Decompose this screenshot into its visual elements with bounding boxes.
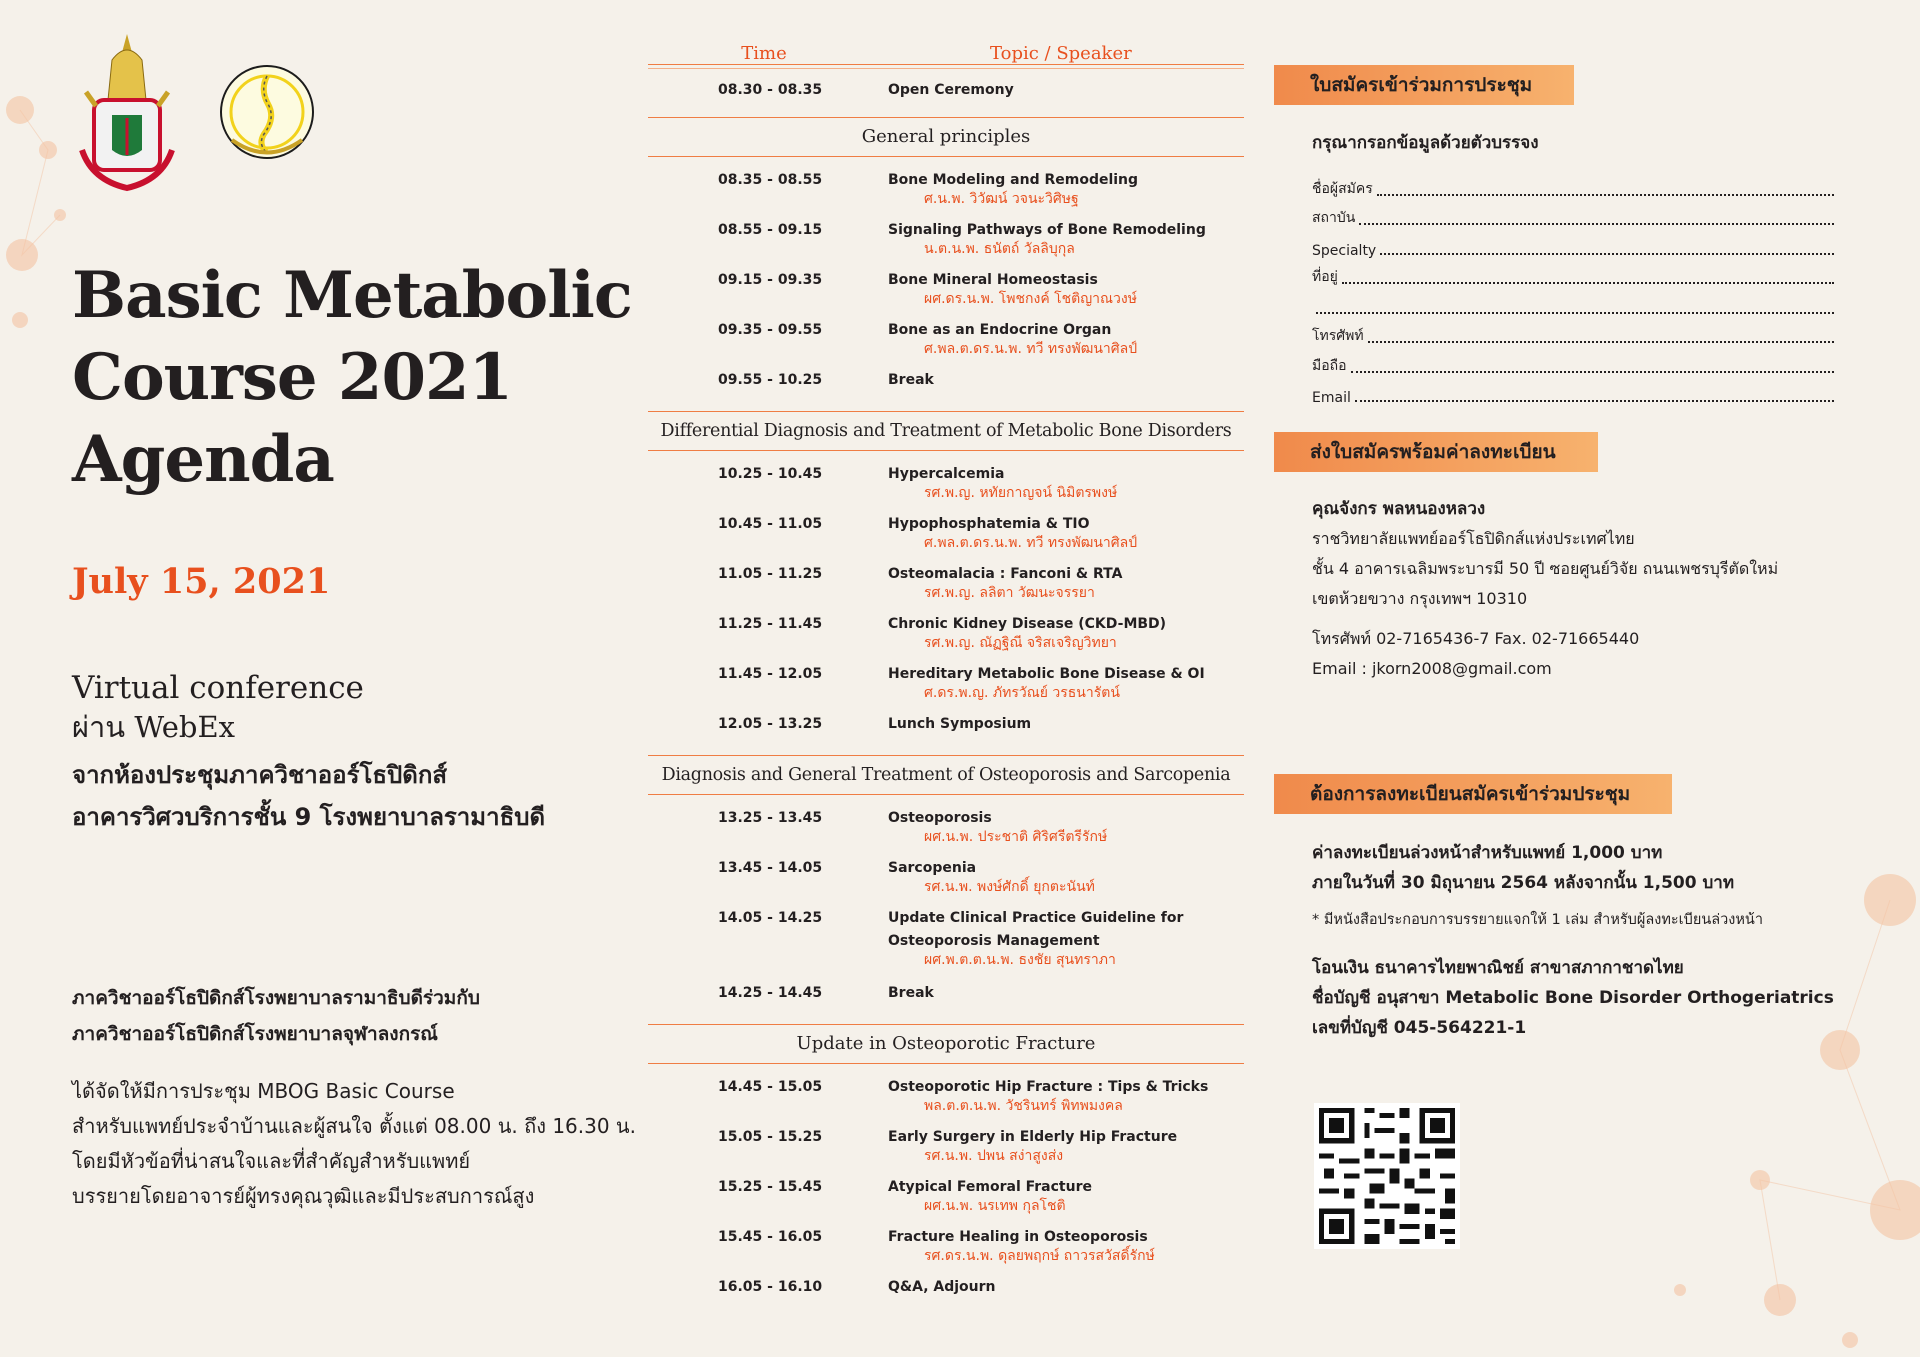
address-line: ชั้น 4 อาคารเฉลิมพระบารมี 50 ปี ซอยศูนย์วิจัย ถนนเพชรบุรีตัดใหม่ [1312,559,1779,578]
address-line: เขตห้วยขวาง กรุงเทพฯ 10310 [1312,589,1528,608]
agenda-row [648,371,1244,411]
form-field-label: Email [1312,390,1351,406]
agenda-row [648,665,1244,715]
agenda-speaker: ผศ.น.พ. ประชาติ ศิริศรีตรีรักษ์ [924,829,1108,845]
fee-line: ค่าลงทะเบียนล่วงหน้าสำหรับแพทย์ 1,000 บาท [1312,843,1663,863]
agenda-time: 13.25 - 13.45 [718,810,823,826]
title-line: Basic Metabolic [72,258,632,333]
agenda-speaker: น.ต.น.พ. ธนัตถ์ วัลลิบุกุล [924,241,1075,257]
form-instruction: กรุณากรอกข้อมูลด้วยตัวบรรจง [1312,133,1539,153]
form-field-line[interactable] [1380,253,1834,255]
agenda-time: 08.35 - 08.55 [718,172,823,188]
section-title: Differential Diagnosis and Treatment of Metabolic Bone Disorders [660,421,1232,441]
agenda-topic: Sarcopenia [888,860,977,876]
form-field-line[interactable] [1368,341,1834,343]
registration-fields [1312,170,1834,406]
venue-line: อาคารวิศวบริการชั้น 9 โรงพยาบาลรามาธิบดี [72,803,546,831]
subspecialty-logo [212,30,322,195]
agenda-time: 08.30 - 08.35 [718,82,823,98]
contact-email: Email : jkorn2008@gmail.com [1312,659,1552,678]
title-line: Course 2021 [72,340,513,415]
form-field-label: ชื่อผู้สมัคร [1312,180,1373,197]
page-title [72,255,632,501]
agenda-topic: Fracture Healing in Osteoporosis [888,1229,1148,1245]
agenda-time: 14.45 - 15.05 [718,1079,823,1095]
fee-line: ภายในวันที่ 30 มิถุนายน 2564 หลังจากนั้น 1,500 บาท [1312,873,1735,893]
agenda-time: 11.45 - 12.05 [718,666,823,682]
agenda-speaker: รศ.น.พ. พงษ์ศักดิ์ ยุกตะนันท์ [924,879,1095,895]
agenda-row [648,1178,1244,1228]
header-topic: Topic / Speaker [990,43,1132,64]
agenda-row [648,809,1244,859]
agenda-topic: Break [888,985,934,1001]
agenda-speaker: พล.ต.ต.น.พ. วัชรินทร์ พิทพมงคล [924,1098,1123,1114]
description-line: โดยมีหัวข้อที่น่าสนใจและที่สำคัญสำหรับแพทย์ [72,1149,471,1173]
agenda-time: 15.05 - 15.25 [718,1129,823,1145]
logos [72,30,632,195]
agenda-time: 11.25 - 11.45 [718,616,823,632]
agenda-topic: Q&A, Adjourn [888,1279,996,1295]
venue-line: จากห้องประชุมภาควิชาออร์โธปิดิกส์ [72,761,447,789]
fee-info [1312,838,1834,898]
agenda-time: 09.15 - 09.35 [718,272,823,288]
registration-form-tag: ใบสมัครเข้าร่วมการประชุม [1274,65,1574,105]
agenda-topic: Hypercalcemia [888,466,1005,482]
agenda-row [648,1128,1244,1178]
virtual-label: Virtual conference [72,670,364,706]
description [72,1074,642,1214]
section-body [648,1064,1244,1318]
agenda-speaker: ผศ.น.พ. นรเทพ กุลโชติ [924,1198,1066,1214]
phone-fax: โทรศัพท์ 02-7165436-7 Fax. 02-71665440 [1312,629,1640,648]
agenda-topic: Osteoporotic Hip Fracture : Tips & Tricks [888,1079,1209,1095]
agenda-row [648,515,1244,565]
agenda-row [648,171,1244,221]
agenda-time: 10.25 - 10.45 [718,466,823,482]
bank-line: เลขที่บัญชี 045-564221-1 [1312,1018,1527,1038]
form-field-label: โทรศัพท์ [1312,328,1364,344]
form-field[interactable] [1312,318,1834,348]
agenda-row [648,859,1244,909]
agenda-time: 11.05 - 11.25 [718,566,823,582]
agenda-row [648,615,1244,665]
agenda-time: 08.55 - 09.15 [718,222,823,238]
qr-code[interactable] [1314,1103,1460,1249]
section-title: Diagnosis and General Treatment of Osteoporosis and Sarcopenia [661,765,1231,785]
form-field-line[interactable] [1351,371,1834,373]
agenda-topic: Open Ceremony [888,82,1014,98]
bank-line: โอนเงิน ธนาคารไทยพาณิชย์ สาขาสภากาชาดไทย [1312,958,1684,978]
agenda-row [648,1278,1244,1318]
form-field[interactable] [1312,200,1834,230]
form-field-line[interactable] [1355,400,1834,402]
agenda-sections [648,117,1244,1318]
agenda-row [648,465,1244,515]
agenda-time: 12.05 - 13.25 [718,716,823,732]
agenda-row [648,984,1244,1024]
agenda-speaker: ศ.พล.ต.ดร.น.พ. ทวี ทรงพัฒนาศิลป์ [924,341,1138,357]
agenda-speaker: รศ.พ.ญ. ลลิตา วัฒนะจรรยา [924,585,1095,601]
organizer-line: ภาควิชาออร์โธปิดิกส์โรงพยาบาลจุฬาลงกรณ์ [72,1023,438,1045]
form-field-label: Specialty [1312,242,1377,259]
venue [72,754,632,838]
agenda-topic-continued: Osteoporosis Management [888,933,1100,949]
section-body [648,157,1244,411]
agenda-header [648,34,1244,64]
contact-name: คุณจังกร พลหนองหลวง [1312,499,1486,519]
hospital-seal-logo [72,30,182,195]
agenda-speaker: ศ.พล.ต.ดร.น.พ. ทวี ทรงพัฒนาศิลป์ [924,535,1138,551]
agenda-row [648,271,1244,321]
form-field[interactable] [1312,170,1834,200]
agenda-time: 13.45 - 14.05 [718,860,823,876]
section-title: Update in Osteoporotic Fracture [796,1033,1096,1054]
agenda-time: 09.35 - 09.55 [718,322,823,338]
agenda-time: 09.55 - 10.25 [718,372,823,388]
bank-line: ชื่อบัญชี อนุสาขา Metabolic Bone Disorder Orthogeriatrics [1312,988,1834,1008]
form-field-label: มือถือ [1312,357,1347,374]
agenda-topic: Osteomalacia : Fanconi & RTA [888,566,1123,582]
agenda-speaker: ศ.ดร.พ.ญ. ภัทรวัณย์ วรธนารัตน์ [924,685,1120,701]
agenda-topic: Update Clinical Practice Guideline for [888,910,1184,926]
agenda-row [648,909,1244,984]
agenda-topic: Lunch Symposium [888,716,1032,732]
description-line: บรรยายโดยอาจารย์ผู้ทรงคุณวุฒิและมีประสบการณ์สูง [72,1184,535,1208]
form-field-line[interactable] [1316,312,1834,314]
agenda-topic: Break [888,372,934,388]
address-line: ราชวิทยาลัยแพทย์ออร์โธปิดิกส์แห่งประเทศไทย [1312,529,1635,548]
form-field[interactable] [1312,377,1834,407]
agenda-speaker: รศ.ดร.น.พ. ดุลยพฤกษ์ ถาวรสวัสดิ์รักษ์ [924,1248,1155,1264]
registration-fee-tag: ต้องการลงทะเบียนสมัครเข้าร่วมประชุม [1274,774,1672,814]
agenda-row [648,1228,1244,1278]
organizer-line: ภาควิชาออร์โธปิดิกส์โรงพยาบาลรามาธิบดีร่วมกับ [72,987,480,1009]
form-field-line[interactable] [1377,194,1834,196]
section-body [648,451,1244,755]
agenda-row [648,1078,1244,1128]
send-application-tag: ส่งใบสมัครพร้อมค่าลงทะเบียน [1274,432,1598,472]
form-field-line[interactable] [1359,223,1834,225]
form-field-line[interactable] [1342,282,1834,284]
agenda-topic: Chronic Kidney Disease (CKD-MBD) [888,616,1167,632]
agenda-row-opening [648,69,1244,117]
agenda-topic: Hereditary Metabolic Bone Disease & OI [888,666,1205,682]
agenda-topic: Bone Mineral Homeostasis [888,272,1098,288]
agenda-time: 16.05 - 16.10 [718,1279,823,1295]
agenda-time: 14.25 - 14.45 [718,985,823,1001]
agenda-row [648,565,1244,615]
agenda-time: 15.25 - 15.45 [718,1179,823,1195]
agenda-topic: Early Surgery in Elderly Hip Fracture [888,1129,1178,1145]
left-column [72,30,632,838]
book-note: * มีหนังสือประกอบการบรรยายแจกให้ 1 เล่ม สำหรับผู้ลงทะเบียนล่วงหน้า [1312,912,1763,928]
section-body [648,795,1244,1024]
bank-info [1312,953,1834,1043]
header-time: Time [741,43,787,64]
form-field[interactable] [1312,229,1834,259]
description-line: สำหรับแพทย์ประจำบ้านและผู้สนใจ ตั้งแต่ 08.00 น. ถึง 16.30 น. [72,1114,636,1138]
form-field-label: ที่อยู่ [1312,269,1338,285]
form-field[interactable] [1312,347,1834,377]
organizers [72,980,632,1052]
agenda-topic: Bone as an Endocrine Organ [888,322,1112,338]
agenda-time: 10.45 - 11.05 [718,516,823,532]
agenda-speaker: รศ.น.พ. ปพน สง่าสูงส่ง [924,1148,1064,1164]
agenda-time: 14.05 - 14.25 [718,910,823,926]
contact-address [1312,494,1834,684]
form-field[interactable] [1312,288,1834,318]
agenda-row [648,221,1244,271]
agenda-topic: Bone Modeling and Remodeling [888,172,1139,188]
form-field-label: สถาบัน [1312,210,1356,226]
agenda-row [648,321,1244,371]
agenda-speaker: ผศ.ดร.น.พ. โพชกงค์ โชติญาณวงษ์ [924,291,1137,307]
agenda-speaker: ผศ.พ.ต.ต.น.พ. ธงชัย สุนทราภา [924,952,1116,968]
agenda-topic: Hypophosphatemia & TIO [888,516,1090,532]
form-field[interactable] [1312,259,1834,289]
agenda-topic: Signaling Pathways of Bone Remodeling [888,222,1206,238]
agenda-speaker: รศ.พ.ญ. ณัฏฐิณี จริสเจริญวิทยา [924,635,1117,651]
agenda-row [648,715,1244,755]
section-title: General principles [861,126,1031,147]
agenda-topic: Osteoporosis [888,810,992,826]
agenda-speaker: รศ.พ.ญ. หทัยกาญจน์ นิมิตรพงษ์ [924,485,1118,501]
agenda-speaker: ศ.น.พ. วิวัฒน์ วจนะวิศิษฐ [924,191,1079,207]
agenda [648,34,1244,1318]
title-line: Agenda [72,422,334,497]
right-column [1274,65,1834,1043]
event-date: July 15, 2021 [72,561,331,602]
webex-label: ผ่าน WebEx [72,710,236,744]
description-line: ได้จัดให้มีการประชุม MBOG Basic Course [72,1079,455,1103]
agenda-topic: Atypical Femoral Fracture [888,1179,1092,1195]
agenda-time: 15.45 - 16.05 [718,1229,823,1245]
